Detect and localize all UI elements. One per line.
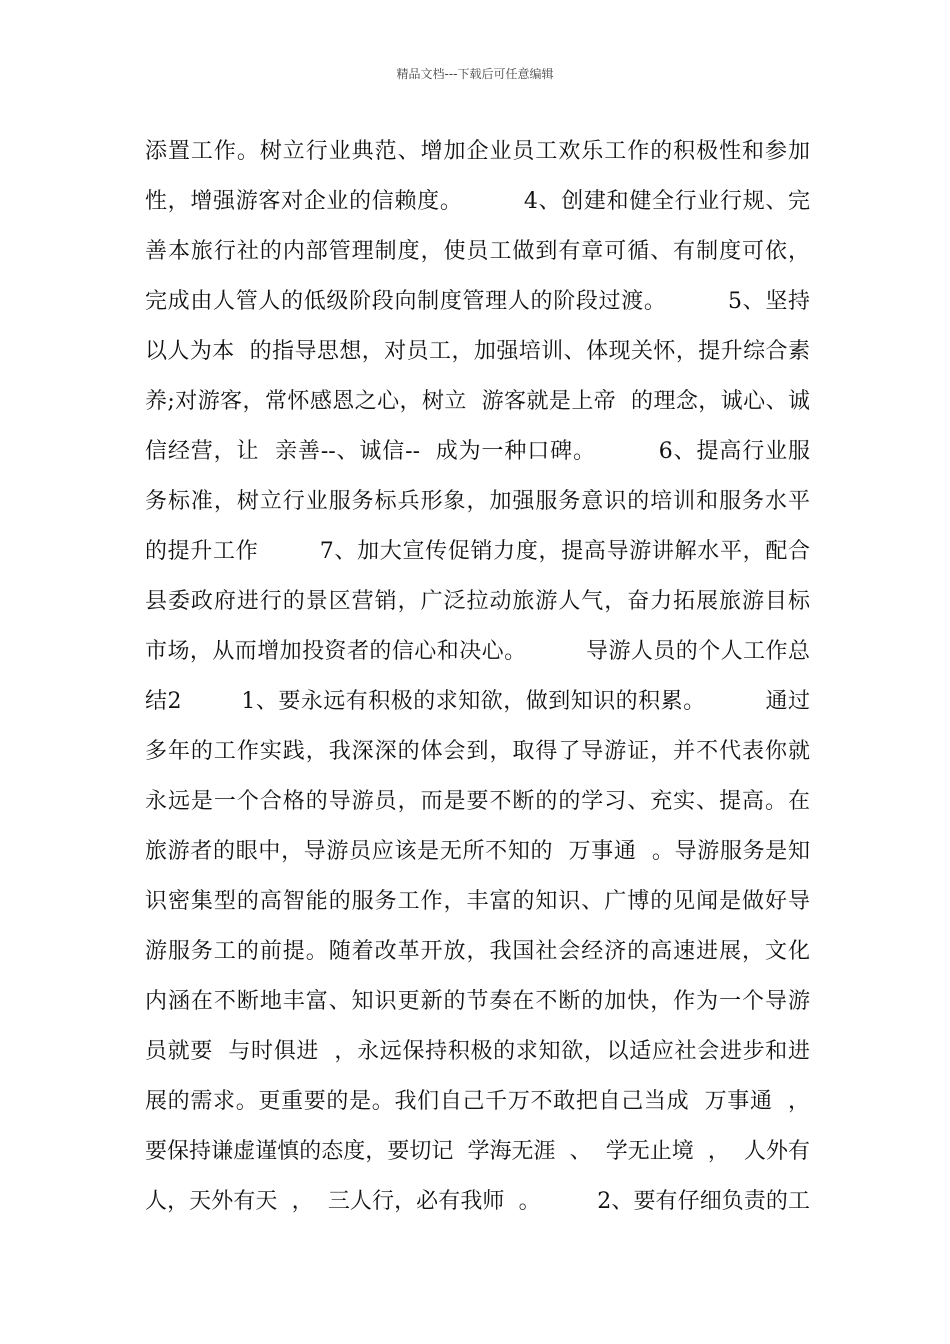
text-line: 信经营，让 亲善--、诚信-- 成为一种口碑。 6、提高行业服 [145,439,810,464]
text-line: 识密集型的高智能的服务工作，丰富的知识、广博的见闻是做好导 [145,889,810,914]
page-header: 精品文档---下载后可任意编辑 [396,67,554,81]
text-line: 完成由人管人的低级阶段向制度管理人的阶段过渡。 5、坚持 [145,289,810,314]
text-line: 的提升工作 7、加大宣传促销力度，提高导游讲解水平，配合 [145,539,810,564]
text-line: 员就要 与时俱进 ，永远保持积极的求知欲，以适应社会进步和进 [145,1039,810,1064]
text-line: 添置工作。树立行业典范、增加企业员工欢乐工作的积极性和参加 [145,139,810,164]
text-line: 游服务工的前提。随着改革开放，我国社会经济的高速进展，文化 [145,939,810,964]
text-line: 结2 1、要永远有积极的求知欲，做到知识的积累。 通过 [145,689,810,714]
text-line: 多年的工作实践，我深深的体会到，取得了导游证，并不代表你就 [145,739,810,764]
text-line: 人，天外有天 ， 三人行，必有我师 。 2、要有仔细负责的工 [145,1189,810,1214]
text-line: 永远是一个合格的导游员，而是要不断的的学习、充实、提高。在 [145,789,810,814]
text-line: 善本旅行社的内部管理制度，使员工做到有章可循、有制度可依， [145,239,810,264]
text-line: 展的需求。更重要的是。我们自己千万不敢把自己当成 万事通 ， [145,1089,810,1114]
text-line: 市场，从而增加投资者的信心和决心。 导游人员的个人工作总 [145,639,810,664]
text-line: 旅游者的眼中，导游员应该是无所不知的 万事通 。导游服务是知 [145,839,810,864]
text-line: 性，增强游客对企业的信赖度。 4、创建和健全行业行规、完 [145,189,810,214]
text-line: 内涵在不断地丰富、知识更新的节奏在不断的加快，作为一个导游 [145,989,810,1014]
text-line: 县委政府进行的景区营销，广泛拉动旅游人气，奋力拓展旅游目标 [145,589,810,614]
document-body [145,132,810,1232]
text-line: 养;对游客，常怀感恩之心，树立 游客就是上帝 的理念，诚心、诚 [145,389,810,414]
text-line: 要保持谦虚谨慎的态度，要切记 学海无涯 、 学无止境 ， 人外有 [145,1139,810,1164]
text-line: 务标准，树立行业服务标兵形象，加强服务意识的培训和服务水平 [145,489,810,514]
text-line: 以人为本 的指导思想，对员工，加强培训、体现关怀，提升综合素 [145,339,810,364]
